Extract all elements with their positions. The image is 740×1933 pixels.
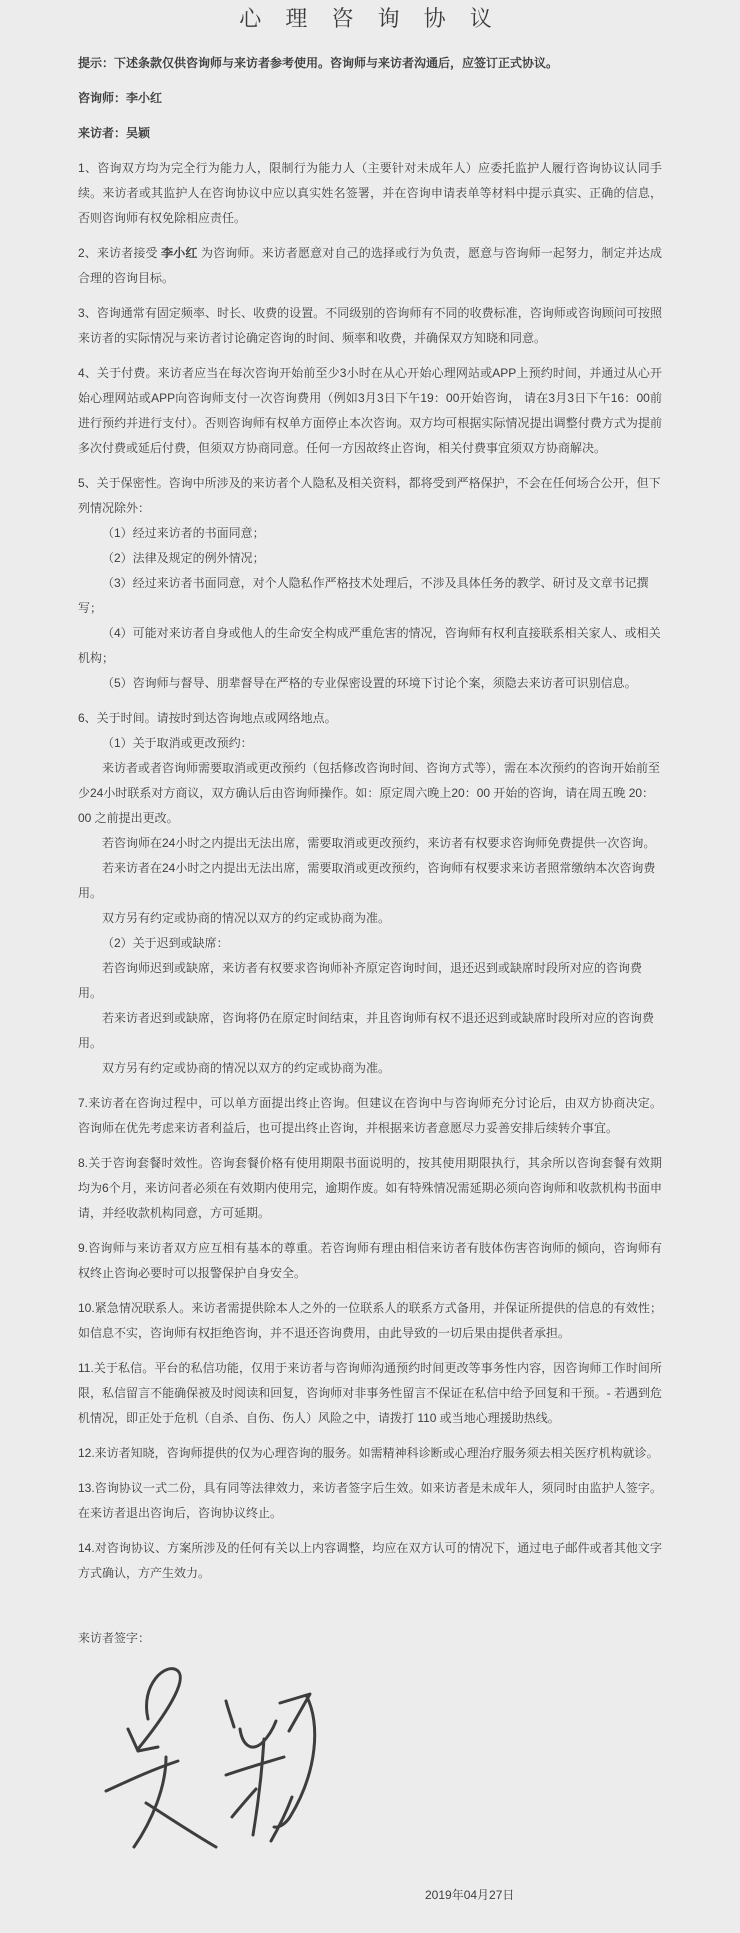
- counselor-label: 咨询师：: [78, 91, 127, 105]
- clause-5-intro: 5、关于保密性。咨询中所涉及的来访者个人隐私及相关资料，都将受到严格保护，不会在任何场合公开，但下列情况除外：: [78, 476, 661, 515]
- time-item-cancel-rule: 来访者或者咨询师需要取消或更改预约（包括修改咨询时间、咨询方式等），需在本次预约的咨询开始前至少24小时联系对方商议，双方确认后由咨询师操作。如：原定周六晚上20：00 开始的咨询，请在周五晚 20：00 之前提出更改。: [78, 761, 661, 825]
- clause-13: 13.咨询协议一式二份，具有同等法律效力，来访者签字后生效。如来访者是未成年人，须同时由监护人签字。在来访者退出咨询后，咨询协议终止。: [78, 1481, 662, 1520]
- clause-6-intro: 6、关于时间。请按时到达咨询地点或网络地点。: [78, 711, 337, 725]
- confidentiality-item-3: （3）经过来访者书面同意，对个人隐私作严格技术处理后，不涉及具体任务的教学、研讨及文章书记撰写；: [78, 576, 649, 615]
- clause-12: 12.来访者知晓，咨询师提供的仅为心理咨询的服务。如需精神科诊断或心理治疗服务须去相关医疗机构就诊。: [78, 1446, 659, 1460]
- confidentiality-item-1: （1）经过来访者的书面同意；: [102, 526, 265, 540]
- confidentiality-item-4: （4）可能对来访者自身或他人的生命安全构成严重危害的情况，咨询师有权利直接联系相关家人、或相关机构；: [78, 626, 661, 665]
- visitor-name: 吴颖: [126, 126, 151, 140]
- time-item-visitor-cancel: 若来访者在24小时之内提出无法出席，需要取消或更改预约，咨询师有权要求来访者照常缴纳本次咨询费用。: [78, 861, 656, 900]
- clause-11: 11.关于私信。平台的私信功能，仅用于来访者与咨询师沟通预约时间更改等事务性内容，因咨询师工作时间所限，私信留言不能确保被及时阅读和回复，咨询师对非事务性留言不保证在私信中给予回复和干预。- 若遇到危机情况，即正处于危机（自杀、自伤、伤人）风险之中，请拨打 110 或当地心理援助热线。: [78, 1361, 662, 1425]
- clause-2: [78, 241, 662, 291]
- confidentiality-item-2: （2）法律及规定的例外情况；: [102, 551, 265, 565]
- clause-8: 8.关于咨询套餐时效性。咨询套餐价格有使用期限书面说明的，按其使用期限执行，其余所以咨询套餐有效期均为6个月，来访问者必须在有效期内使用完，逾期作废。如有特殊情况需延期必须向咨询师和收款机构书面申请，并经收款机构同意，方可延期。: [78, 1156, 662, 1220]
- signature-drawing: [90, 1659, 330, 1859]
- signature-label: 来访者签字：: [78, 1631, 151, 1645]
- clause-5: [78, 471, 662, 696]
- clause-14: 14.对咨询协议、方案所涉及的任何有关以上内容调整，均应在双方认可的情况下，通过电子邮件或者其他文字方式确认，方产生效力。: [78, 1541, 662, 1580]
- clause-2-text-before: 2、来访者接受: [78, 246, 162, 260]
- time-item-counselor-cancel: 若咨询师在24小时之内提出无法出席，需要取消或更改预约，来访者有权要求咨询师免费提供一次咨询。: [102, 836, 656, 850]
- clause-6: [78, 706, 662, 1081]
- counselor-line: [78, 86, 662, 111]
- visitor-line: [78, 121, 662, 146]
- date-text: 2019年04月27日: [425, 1888, 515, 1902]
- handwritten-signature: [90, 1659, 662, 1859]
- confidentiality-item-5: （5）咨询师与督导、朋辈督导在严格的专业保密设置的环境下讨论个案，须隐去来访者可识别信息。: [102, 676, 637, 690]
- clause-1: 1、咨询双方均为完全行为能力人，限制行为能力人（主要针对未成年人）应委托监护人履行咨询协议认同手续。来访者或其监护人在咨询协议中应以真实姓名签署，并在咨询申请表单等材料中提示真实、正确的信息，否则咨询师有权免除相应责任。: [78, 161, 662, 225]
- clause-4: 4、关于付费。来访者应当在每次咨询开始前至少3小时在从心开始心理网站或APP上预约时间，并通过从心开始心理网站或APP向咨询师支付一次咨询费用（例如3月3日下午19：00开始咨询， 请在3月3日下午16：00前进行预约并进行支付）。否则咨询师有权单方面停止本次咨询。双方均可根据实际情况提出调整付费方式为提前多次付费或延后付费，但须双方协商同意。任何一方因故终止咨询，相关付费事宜须双方协商解决。: [78, 366, 662, 455]
- time-item-cancel-title: （1）关于取消或更改预约：: [102, 736, 253, 750]
- visitor-label: 来访者：: [78, 126, 127, 140]
- page-title: 心 理 咨 询 协 议: [239, 6, 501, 31]
- time-item-visitor-late: 若来访者迟到或缺席，咨询将仍在原定时间结束，并且咨询师有权不退还迟到或缺席时段所对应的咨询费用。: [78, 1011, 655, 1050]
- counselor-name: 李小红: [126, 91, 163, 105]
- time-item-other-agreement-1: 双方另有约定或协商的情况以双方的约定或协商为准。: [102, 911, 391, 925]
- clause-7: 7.来访者在咨询过程中，可以单方面提出终止咨询。但建议在咨询中与咨询师充分讨论后，由双方协商决定。咨询师在优先考虑来访者利益后，也可提出终止咨询，并根据来访者意愿尽力妥善安排后续转介事宜。: [78, 1096, 662, 1135]
- clause-3: 3、咨询通常有固定频率、时长、收费的设置。不同级别的咨询师有不同的收费标准，咨询师或咨询顾问可按照来访者的实际情况与来访者讨论确定咨询的时间、频率和收费，并确保双方知晓和同意。: [78, 306, 662, 345]
- clause-2-text-after: 为咨询师。来访者愿意对自己的选择或行为负责，愿意与咨询师一起努力，制定并达成合理的咨询目标。: [78, 246, 662, 285]
- time-item-late-title: （2）关于迟到或缺席：: [102, 936, 229, 950]
- hint-text: 提示：下述条款仅供咨询师与来访者参考使用。咨询师与来访者沟通后，应签订正式协议。: [78, 56, 559, 70]
- counselor-name-inline: 李小红: [161, 246, 198, 260]
- clause-10: 10.紧急情况联系人。来访者需提供除本人之外的一位联系人的联系方式备用，并保证所提供的信息的有效性；如信息不实，咨询师有权拒绝咨询，并不退还咨询费用，由此导致的一切后果由提供者承担。: [78, 1301, 662, 1340]
- time-item-counselor-late: 若咨询师迟到或缺席，来访者有权要求咨询师补齐原定咨询时间，退还迟到或缺席时段所对应的咨询费用。: [78, 961, 643, 1000]
- clause-9: 9.咨询师与来访者双方应互相有基本的尊重。若咨询师有理由相信来访者有肢体伤害咨询师的倾向，咨询师有权终止咨询必要时可以报警保护自身安全。: [78, 1241, 662, 1280]
- time-item-other-agreement-2: 双方另有约定或协商的情况以双方的约定或协商为准。: [102, 1061, 391, 1075]
